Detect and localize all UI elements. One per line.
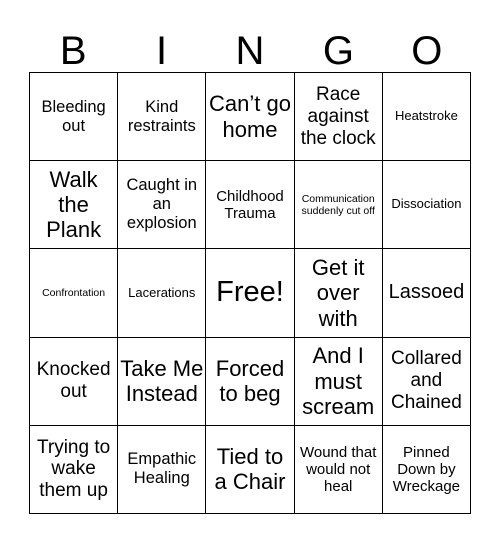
bingo-cell[interactable]: Childhood Trauma [206,161,294,249]
header-letter-i: I [156,29,168,73]
bingo-cell[interactable]: Pinned Down by Wreckage [383,426,471,514]
bingo-cell[interactable]: Race against the clock [295,73,383,161]
bingo-cell[interactable]: Get it over with [295,249,383,337]
bingo-cell[interactable]: Lacerations [118,249,206,337]
bingo-cell[interactable]: Tied to a Chair [206,426,294,514]
bingo-cell[interactable]: Kind restraints [118,73,206,161]
header-letter-o: O [411,29,443,73]
header-letter-b: B [59,29,87,73]
bingo-header [29,28,471,74]
bingo-cell[interactable]: Confrontation [30,249,118,337]
bingo-cell[interactable]: Can’t go home [206,73,294,161]
bingo-cell[interactable]: Caught in an explosion [118,161,206,249]
bingo-board [29,72,471,514]
header-letter-g: G [322,29,354,73]
bingo-cell[interactable]: Knocked out [30,338,118,426]
bingo-cell[interactable]: Take Me Instead [118,338,206,426]
header-letter-n: N [235,29,265,73]
bingo-cell[interactable]: Communication suddenly cut off [295,161,383,249]
bingo-cell[interactable]: Lassoed [383,249,471,337]
bingo-cell[interactable]: Empathic Healing [118,426,206,514]
bingo-cell[interactable]: Collared and Chained [383,338,471,426]
bingo-cell[interactable]: Bleeding out [30,73,118,161]
free-space-cell[interactable]: Free! [206,249,294,337]
bingo-cell[interactable]: And I must scream [295,338,383,426]
bingo-cell[interactable]: Wound that would not heal [295,426,383,514]
bingo-cell[interactable]: Dissociation [383,161,471,249]
bingo-cell[interactable]: Trying to wake them up [30,426,118,514]
bingo-cell[interactable]: Walk the Plank [30,161,118,249]
bingo-cell[interactable]: Heatstroke [383,73,471,161]
bingo-cell[interactable]: Forced to beg [206,338,294,426]
